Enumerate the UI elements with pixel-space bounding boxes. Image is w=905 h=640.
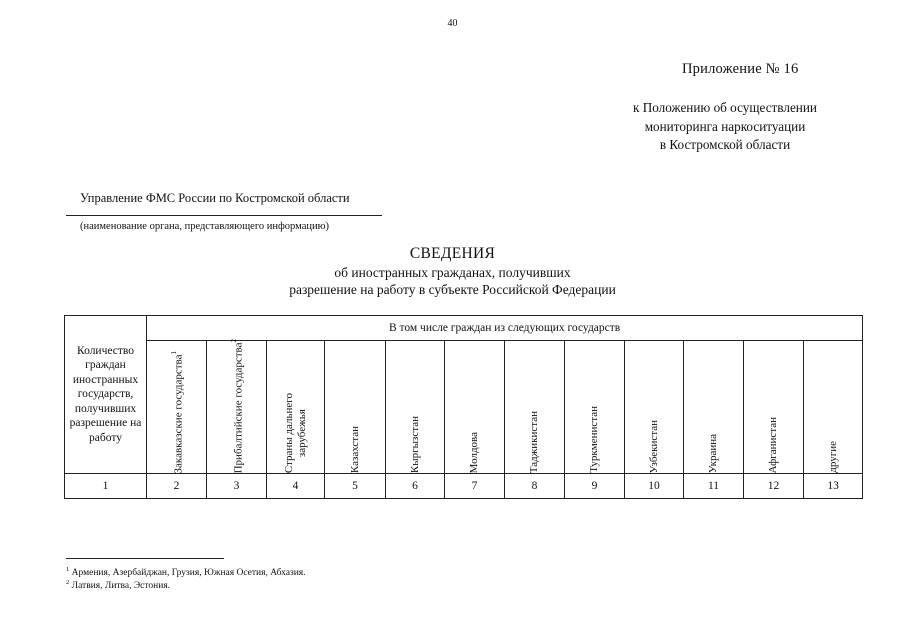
column-number: 5 bbox=[325, 474, 386, 499]
column-number: 11 bbox=[684, 474, 744, 499]
column-header bbox=[565, 341, 625, 474]
group-header: В том числе граждан из следующих государств bbox=[388, 322, 621, 334]
column-label: Казахстан bbox=[348, 425, 361, 473]
footnote-text: Латвия, Литва, Эстония. bbox=[69, 581, 171, 592]
appendix-subtitle-line: мониторинга наркоситуации bbox=[644, 118, 806, 134]
column-header bbox=[684, 341, 744, 474]
column-number: 13 bbox=[804, 474, 863, 499]
column-header bbox=[744, 341, 804, 474]
column-label: Прибалтийские государства bbox=[232, 342, 245, 473]
footnote bbox=[66, 566, 306, 578]
column-header bbox=[625, 341, 684, 474]
appendix-subtitle-line: в Костромской области bbox=[659, 137, 791, 152]
appendix-subtitle-line: к Положению об осуществлении bbox=[633, 100, 817, 115]
column-number: 1 bbox=[65, 474, 147, 499]
column-label: Афганистан bbox=[767, 416, 779, 473]
organization-underline bbox=[66, 215, 382, 216]
column-label: Закавказские государства bbox=[172, 354, 185, 473]
column-label: Туркменистан bbox=[588, 406, 600, 473]
document-title: СВЕДЕНИЯ bbox=[409, 245, 496, 262]
column-header bbox=[207, 338, 267, 474]
report-table bbox=[64, 315, 863, 499]
document-subtitle-line: разрешение на работу в субъекте Российской Федерации bbox=[289, 282, 616, 297]
column-label: Кыргызстан bbox=[408, 415, 421, 473]
footnote-separator bbox=[66, 558, 224, 559]
document-subtitle bbox=[0, 264, 905, 298]
column-number: 4 bbox=[267, 474, 325, 499]
column-header bbox=[804, 341, 863, 474]
footnote-mark: 2 bbox=[66, 579, 70, 586]
column-header bbox=[267, 341, 325, 474]
column-number-row bbox=[65, 474, 863, 499]
column-header bbox=[386, 341, 445, 474]
column-number: 10 bbox=[625, 474, 684, 499]
organization-caption: (наименование органа, представляющего информацию) bbox=[80, 221, 329, 232]
footnote-mark: 1 bbox=[169, 350, 178, 355]
footnote bbox=[66, 579, 170, 591]
column-header bbox=[445, 341, 505, 474]
column-number: 2 bbox=[147, 474, 207, 499]
group-header-cell bbox=[147, 316, 863, 341]
column-number: 3 bbox=[207, 474, 267, 499]
column-header bbox=[325, 341, 386, 474]
footnote-mark: 1 bbox=[66, 566, 70, 573]
count-header-cell bbox=[65, 316, 147, 474]
column-header bbox=[147, 341, 207, 474]
column-label: Молдова bbox=[468, 431, 480, 473]
column-number: 9 bbox=[565, 474, 625, 499]
page-number: 40 bbox=[447, 18, 458, 29]
column-label: Украина bbox=[707, 433, 719, 473]
document-subtitle-line: об иностранных гражданах, получивших bbox=[334, 265, 571, 280]
column-label-line: зарубежья bbox=[295, 408, 308, 457]
footnote-text: Армения, Азербайджан, Грузия, Южная Осетия, Абхазия. bbox=[69, 568, 306, 579]
column-number: 6 bbox=[386, 474, 445, 499]
column-number: 8 bbox=[505, 474, 565, 499]
footnote-mark: 2 bbox=[229, 338, 238, 343]
organization-name: Управление ФМС России по Костромской области bbox=[80, 191, 350, 205]
column-number: 12 bbox=[744, 474, 804, 499]
count-header: Количество граждан иностранных государств, получивших разрешение на работу bbox=[69, 344, 142, 444]
column-label: Узбекистан bbox=[647, 419, 660, 473]
column-label: Таджикистан bbox=[528, 410, 540, 473]
appendix-title: Приложение № 16 bbox=[682, 61, 799, 77]
column-header bbox=[505, 341, 565, 474]
appendix-subtitle bbox=[600, 99, 850, 155]
column-label: другие bbox=[826, 441, 839, 473]
column-label-line: Страны дальнего bbox=[282, 392, 295, 473]
column-number: 7 bbox=[445, 474, 505, 499]
